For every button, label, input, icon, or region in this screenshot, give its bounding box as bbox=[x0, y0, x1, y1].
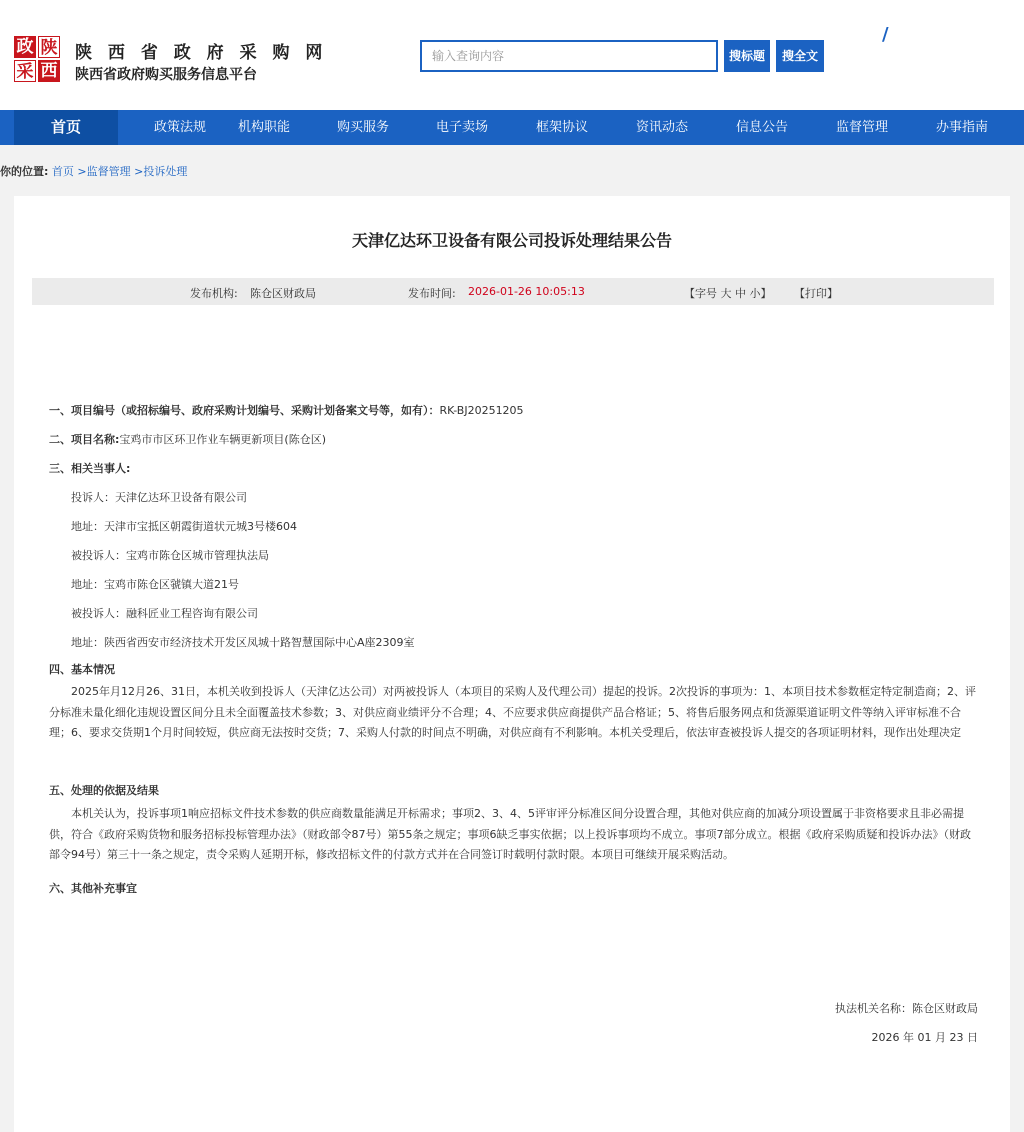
font-size-controls[interactable]: 【字号 大 中 小】 bbox=[684, 287, 772, 300]
signature-date: 2026 年 01 月 23 日 bbox=[871, 1031, 978, 1044]
search-fulltext-button[interactable]: 搜全文 bbox=[776, 40, 824, 72]
breadcrumb-prefix: 你的位置: bbox=[0, 165, 49, 178]
nav-guide[interactable]: 办事指南 bbox=[935, 120, 988, 135]
publish-time: 2026-01-26 10:05:13 bbox=[468, 285, 585, 298]
logo-char-3: 采 bbox=[14, 60, 36, 82]
nav-e-mall[interactable]: 电子卖场 bbox=[435, 120, 488, 135]
site-header bbox=[0, 0, 1024, 110]
nav-announcements[interactable]: 信息公告 bbox=[735, 120, 788, 135]
breadcrumb-home[interactable]: 首页 bbox=[51, 165, 74, 178]
nav-purchase-services[interactable]: 购买服务 bbox=[336, 120, 389, 135]
article-meta-bar bbox=[32, 278, 994, 305]
article-panel bbox=[14, 196, 1010, 1132]
breadcrumb-sep: > bbox=[130, 165, 144, 178]
breadcrumb bbox=[0, 163, 187, 179]
site-logo[interactable] bbox=[14, 36, 62, 84]
section-1-value: RK-BJ20251205 bbox=[439, 404, 524, 417]
breadcrumb-complaints[interactable]: 投诉处理 bbox=[143, 165, 188, 178]
site-title[interactable]: 陕 西 省 政 府 采 购 网 bbox=[75, 43, 328, 63]
signature-organization: 执法机关名称：陈仓区财政局 bbox=[835, 1002, 978, 1015]
party-respondent-1: 被投诉人：宝鸡市陈仓区城市管理执法局 bbox=[71, 549, 269, 562]
search-input[interactable] bbox=[420, 40, 718, 72]
party-complainant: 投诉人：天津亿达环卫设备有限公司 bbox=[71, 491, 247, 504]
logo-char-4: 西 bbox=[38, 60, 60, 82]
party-respondent-2-address: 地址：陕西省西安市经济技术开发区凤城十路智慧国际中心A座2309室 bbox=[71, 636, 415, 649]
nav-policy[interactable]: 政策法规 bbox=[153, 120, 206, 135]
logo-char-2: 陕 bbox=[38, 36, 60, 58]
time-label: 发布时间: bbox=[408, 287, 456, 300]
nav-news[interactable]: 资讯动态 bbox=[635, 120, 688, 135]
nav-institutions[interactable]: 机构职能 bbox=[237, 120, 290, 135]
section-1-label: 一、项目编号（或招标编号、政府采购计划编号、采购计划备案文号等，如有）： bbox=[49, 404, 440, 417]
section-2-label: 二、项目名称: bbox=[49, 433, 120, 446]
section-4-text: 2025年月12月26、31日，本机关收到投诉人（天津亿达公司）对两被投诉人（本项目的采购人及代理公司）提起的投诉。2次投诉的事项为：1、本项目技术参数框定特定制造商；2、评分标准未量化细化违规设置区间分且未全面覆盖技术参数；3、对供应商业绩评分不合理；4、不应要求供应商提供产品合格证；5、将售后服务网点和货源渠道证明文件等纳入评审标准不合理；6、要求交货期1个月时间较短，供应商无法按时交货；7、采购人付款的时间点不明确，对供应商有不利影响。本机关受理后，依法审查被投诉人提交的各项证明材料，现作出处理决定 bbox=[49, 685, 976, 740]
party-respondent-1-address: 地址：宝鸡市陈仓区虢镇大道21号 bbox=[71, 578, 239, 591]
site-subtitle: 陕西省政府购买服务信息平台 bbox=[75, 67, 257, 83]
publisher-label: 发布机构: bbox=[190, 287, 238, 300]
nav-framework[interactable]: 框架协议 bbox=[535, 120, 588, 135]
section-5-text: 本机关认为，投诉事项1响应招标文件技术参数的供应商数量能满足开标需求；事项2、3、4、5评审评分标准区间分设置合理，其他对供应商的加减分项设置属于非资格要求且非必需提供，符合《政府采购货物和服务招标投标管理办法》（财政部令87号）第55条之规定；事项6缺乏事实依据；以上投诉事项均不成立。事项7部分成立。根据《政府采购质疑和投诉办法》（财政部令94号）第三十一条之规定，责令采购人延期开标，修改招标文件的付款方式并在合同签订时载明付款时限。本项目可继续开展采购活动。 bbox=[49, 807, 971, 862]
nav-supervision[interactable]: 监督管理 bbox=[835, 120, 888, 135]
nav-home[interactable]: 首页 bbox=[14, 110, 118, 145]
section-6-label: 六、其他补充事宜 bbox=[49, 882, 137, 895]
section-4-label: 四、基本情况 bbox=[49, 663, 115, 676]
section-5-label: 五、处理的依据及结果 bbox=[49, 784, 159, 797]
article-title: 天津亿达环卫设备有限公司投诉处理结果公告 bbox=[351, 231, 672, 250]
section-3-label: 三、相关当事人: bbox=[49, 462, 131, 475]
party-complainant-address: 地址：天津市宝抵区朝霞街道状元城3号楼604 bbox=[71, 520, 297, 533]
section-2 bbox=[49, 431, 326, 447]
section-1 bbox=[49, 402, 524, 418]
main-nav bbox=[0, 110, 1024, 145]
breadcrumb-supervision[interactable]: 监督管理 bbox=[86, 165, 131, 178]
publisher-value: 陈仓区财政局 bbox=[250, 287, 316, 300]
logo-char-1: 政 bbox=[14, 36, 36, 58]
search-title-button[interactable]: 搜标题 bbox=[724, 40, 770, 72]
party-respondent-2: 被投诉人：融科匠业工程咨询有限公司 bbox=[71, 607, 258, 620]
print-button[interactable]: 【打印】 bbox=[794, 287, 838, 300]
header-separator[interactable]: / bbox=[882, 24, 889, 45]
breadcrumb-sep: > bbox=[73, 165, 87, 178]
section-2-value: 宝鸡市市区环卫作业车辆更新项目(陈仓区) bbox=[119, 433, 326, 446]
